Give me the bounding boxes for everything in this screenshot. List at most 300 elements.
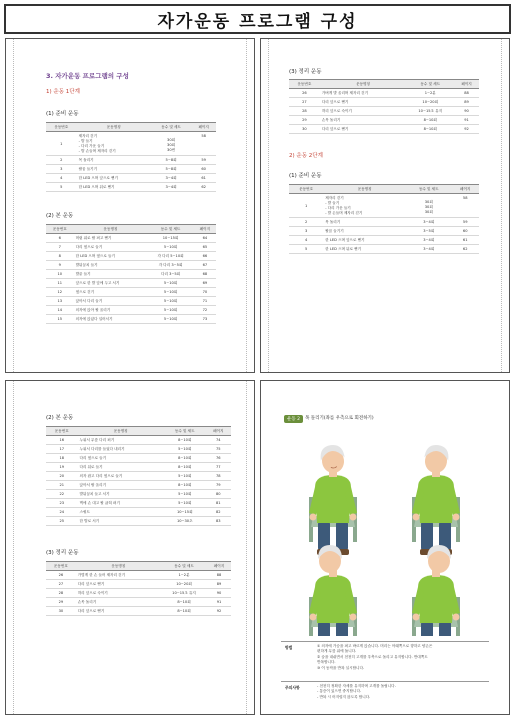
cell-sets: 5~10회 (164, 445, 206, 454)
cell-number: 4 (289, 236, 323, 245)
column-header: 페이지 (451, 185, 479, 194)
set-line: 30회 (424, 210, 433, 214)
cell-name: 의자 잡고 다리 옆으로 들기 (78, 472, 164, 481)
table-header-row (46, 427, 231, 436)
set-line: 3~4회 (423, 246, 435, 251)
cell-name: 벽에 손 대고 팔 굽혀 펴기 (78, 499, 164, 508)
table-row (46, 490, 231, 499)
cell-sets: 10~15초 유지 (406, 107, 454, 116)
set-line: 30번 (167, 148, 176, 152)
main-exercise-table (46, 224, 216, 324)
method-line: ① 의자에 가슴을 펴고 바르게 앉습니다. 머리는 아래쪽으로 향하고 양손은 (317, 644, 433, 648)
exercise-title: 목 돌리기(좌를 우측으로 회전하기) (305, 416, 374, 421)
table-row (289, 89, 479, 98)
cell-name: 한 LED 으며 옆으로 들기 (74, 252, 148, 261)
cell-name: 앉아서 다리 들기 (74, 297, 148, 306)
table-row (289, 125, 479, 134)
cell-page: 74 (206, 436, 231, 445)
cell-number: 3 (46, 165, 77, 174)
cell-name (77, 183, 151, 192)
cell-page: 60 (451, 227, 479, 236)
caution-line: - 반복 시 어지럽지 않도록 합니다. (317, 694, 371, 699)
cell-sets: 5~10회 (164, 490, 206, 499)
cell-number: 6 (46, 234, 74, 243)
column-header: 운동번호 (46, 225, 74, 234)
caution-line: - 천천히 정확한 자세를 유지하며 고개를 돌립니다. (317, 684, 396, 688)
margin-line-left (13, 381, 14, 714)
cell-page: 66 (194, 252, 216, 261)
table-row (46, 156, 216, 165)
margin-line-left (268, 39, 269, 372)
column-header: 동수 및 세트 (151, 123, 191, 132)
cell-name: 다리 앞으로 뻗기 (76, 607, 161, 616)
cell-number: 28 (289, 107, 320, 116)
cell-sets: 8~10회 (161, 607, 207, 616)
main-exercise-heading: (2) 본 운동 (46, 415, 74, 421)
table-row (289, 236, 479, 245)
cell-number: 26 (289, 89, 320, 98)
document-page-4 (260, 380, 510, 715)
margin-line-right (246, 39, 247, 372)
sub-step: - 다리 가운 들기 (78, 143, 105, 148)
cell-page: 68 (194, 270, 216, 279)
cell-name: 발뒤꿈치 들고 서기 (78, 490, 164, 499)
cell-page: 65 (194, 243, 216, 252)
cell-number: 1 (46, 132, 77, 156)
document-page-1 (5, 38, 255, 373)
cell-sets: 1~2분 (161, 571, 207, 580)
cell-page: 67 (194, 261, 216, 270)
cell-page: 60 (191, 165, 216, 174)
cell-sets: 8~10회 (161, 598, 207, 607)
cell-number: 17 (46, 445, 78, 454)
cell-number: 11 (46, 279, 74, 288)
table-row (46, 288, 216, 297)
caution-label: 주의사항 (285, 685, 300, 690)
cell-sets (151, 183, 191, 192)
margin-line-right (501, 39, 502, 372)
stage-heading: 1) 운동 1단계 (46, 89, 80, 95)
table-row (289, 218, 479, 227)
table-row (289, 194, 479, 218)
cell-sets (151, 156, 191, 165)
column-header: 동수 및 세트 (147, 225, 193, 234)
cooldown-table (46, 561, 231, 616)
cell-page: 62 (451, 245, 479, 254)
cell-page: 73 (194, 315, 216, 324)
set-line: 3~4회 (165, 175, 177, 180)
sub-step: - 발 들기 (78, 138, 93, 143)
cell-name: 가볍게 한 손 들어 제자리 걷기 (76, 571, 161, 580)
document-page-3 (5, 380, 255, 715)
stage-heading: 2) 운동 2단계 (289, 153, 323, 159)
method-label: 방법 (285, 645, 293, 650)
cell-sets: 10~30초 (164, 517, 206, 526)
cell-name: 의자에 앉았다 일어서기 (74, 315, 148, 324)
cell-number: 4 (46, 174, 77, 183)
table-row (46, 261, 216, 270)
table-row (46, 270, 216, 279)
table-row (46, 132, 216, 156)
cell-name (323, 245, 406, 254)
cell-number: 5 (46, 183, 77, 192)
cell-sets: 5~10회 (164, 499, 206, 508)
table-row (46, 436, 231, 445)
cell-sets (406, 236, 451, 245)
set-line: 3~4회 (423, 219, 435, 224)
cell-page: 75 (206, 445, 231, 454)
cell-sets (151, 165, 191, 174)
cell-sets (406, 194, 451, 218)
column-header: 페이지 (207, 562, 231, 571)
cell-number: 26 (46, 571, 76, 580)
column-header: 페이지 (194, 225, 216, 234)
sub-step: - 발 손들며 제자리 걷기 (78, 148, 116, 153)
cell-page: 58 (451, 194, 479, 218)
table-row (46, 297, 216, 306)
cell-number: 12 (46, 288, 74, 297)
cell-name: 다리 옆으로 들기 (78, 454, 164, 463)
cell-number: 28 (46, 589, 76, 598)
cell-sets (151, 132, 191, 156)
exercise-name: 목 돌리기 (325, 219, 341, 224)
cell-name (77, 165, 151, 174)
table-row (46, 183, 216, 192)
cell-page: 76 (206, 454, 231, 463)
warmup-heading: (1) 준비 운동 (289, 173, 322, 179)
cell-page: 89 (207, 580, 231, 589)
cell-sets: 5~10회 (147, 315, 193, 324)
cell-name: 발뒤꿈치 들기 (74, 261, 148, 270)
cell-name: 다리 앞으로 뻗기 (76, 580, 161, 589)
cell-page: 89 (454, 98, 479, 107)
exercise-name: 한 LED 으며 뒤로 뻗기 (325, 246, 362, 251)
cell-page: 81 (206, 499, 231, 508)
column-header: 운동번호 (46, 562, 76, 571)
cell-number: 27 (46, 580, 76, 589)
cooldown-heading: (3) 정리 운동 (289, 69, 322, 75)
cell-name (323, 218, 406, 227)
cell-number: 14 (46, 306, 74, 315)
cell-number: 30 (46, 607, 76, 616)
table-row (46, 165, 216, 174)
exercise-badge: 운동 2 (284, 415, 303, 423)
method-text (317, 644, 487, 671)
cell-number: 20 (46, 472, 78, 481)
cell-sets: 5~10회 (147, 279, 193, 288)
column-header: 운동명칭 (74, 225, 148, 234)
table-row (46, 243, 216, 252)
column-header: 페이지 (206, 427, 231, 436)
table-row (46, 174, 216, 183)
cell-number: 1 (289, 194, 323, 218)
cell-name: 다리 앞으로 뻗기 (320, 125, 407, 134)
cell-number: 2 (46, 156, 77, 165)
cell-name: 앞으로 한 발 앞에 두고 서기 (74, 279, 148, 288)
cell-name: 스쿼트 (78, 508, 164, 517)
exercise-name: 팔꿈 들기기 (78, 166, 98, 171)
cooldown-table (289, 79, 479, 134)
cell-sets: 8~10회 (164, 481, 206, 490)
method-line: ② 숨을 내쉬면서 천천히 고개를 우측으로 돌리고 유지합니다. 반대쪽도 (317, 654, 428, 659)
cell-name: 다리 뒤로 들기 (78, 463, 164, 472)
table-row (46, 472, 231, 481)
table-row (46, 445, 231, 454)
warmup-table (46, 122, 216, 192)
cell-page: 61 (451, 236, 479, 245)
column-header: 운동명칭 (320, 80, 407, 89)
cell-sets: 5~10회 (147, 243, 193, 252)
cell-page: 69 (194, 279, 216, 288)
cell-page: 64 (194, 234, 216, 243)
cell-number: 16 (46, 436, 78, 445)
column-header: 운동번호 (46, 427, 78, 436)
cell-sets: 각 다리 3~5회 (147, 261, 193, 270)
method-line: 반복합니다. (317, 660, 336, 665)
table-header-row (289, 80, 479, 89)
cell-name: 옆으로 걷기 (74, 288, 148, 297)
cell-page: 88 (207, 571, 231, 580)
cell-number: 10 (46, 270, 74, 279)
main-exercise-heading: (2) 본 운동 (46, 213, 74, 219)
cell-sets: 다리 3~5회 (147, 270, 193, 279)
column-header: 운동번호 (289, 185, 323, 194)
column-header: 운동명칭 (323, 185, 406, 194)
cell-number: 7 (46, 243, 74, 252)
cell-page: 78 (206, 472, 231, 481)
column-header: 페이지 (191, 123, 216, 132)
cell-name (323, 194, 406, 218)
table-row (46, 315, 216, 324)
table-row (46, 589, 231, 598)
cell-page: 82 (206, 508, 231, 517)
cell-sets: 8~10회 (164, 463, 206, 472)
page-banner (4, 4, 511, 34)
column-header: 운동번호 (46, 123, 77, 132)
cell-sets: 각 다리 5~10회 (147, 252, 193, 261)
caution-text (317, 684, 487, 700)
cell-page: 59 (451, 218, 479, 227)
table-row (46, 481, 231, 490)
set-line: 3~4회 (423, 237, 435, 242)
table-header-row (289, 185, 479, 194)
table-row (46, 508, 231, 517)
cell-name: 허리 앞으로 숙이기 (76, 589, 161, 598)
banner-title: 자가운동 프로그램 구성 (157, 11, 358, 32)
cell-page: 83 (206, 517, 231, 526)
cell-page: 61 (191, 174, 216, 183)
set-line: 30회 (167, 143, 176, 147)
cell-page: 91 (454, 116, 479, 125)
caution-line: - 통증이 있으면 중지합니다. (317, 689, 362, 694)
cell-number: 19 (46, 463, 78, 472)
table-row (46, 463, 231, 472)
cell-page: 70 (194, 288, 216, 297)
table-row (46, 517, 231, 526)
cell-page: 88 (454, 89, 479, 98)
table-row (46, 454, 231, 463)
exercise-illustration (281, 431, 491, 636)
cell-sets: 8~10회 (164, 454, 206, 463)
cell-number: 8 (46, 252, 74, 261)
cell-number: 2 (289, 218, 323, 227)
table-row (289, 116, 479, 125)
exercise-name: 한 LED 으며 뒤로 뻗기 (78, 184, 115, 189)
cell-name: 누워서 다리를 들었다 내리기 (78, 445, 164, 454)
cell-sets: 5~10회 (147, 297, 193, 306)
table-row (289, 107, 479, 116)
cell-name: 가벼게 발 올리며 제자리 걷기 (320, 89, 407, 98)
cell-name: 손목 돌리기 (320, 116, 407, 125)
method-line: ③ 이 동작을 반복 실시합니다. (317, 665, 365, 670)
cell-sets: 8~10회 (406, 125, 454, 134)
cell-number: 27 (289, 98, 320, 107)
cell-sets (406, 245, 451, 254)
cell-page: 62 (191, 183, 216, 192)
section-heading: 3. 자가운동 프로그램의 구성 (46, 72, 129, 80)
set-line: 3~4회 (165, 184, 177, 189)
cell-number: 5 (289, 245, 323, 254)
set-line: 30회 (424, 200, 433, 204)
cell-page: 90 (454, 107, 479, 116)
table-header-row (46, 123, 216, 132)
exercise-name: 한 LED 으며 앞으로 뻗기 (325, 237, 365, 242)
cell-page: 79 (206, 481, 231, 490)
cell-page: 77 (206, 463, 231, 472)
margin-line-left (13, 39, 14, 372)
cell-page: 72 (194, 306, 216, 315)
main-exercise-table (46, 426, 231, 526)
cell-page: 58 (191, 132, 216, 156)
table-header-row (46, 562, 231, 571)
cell-page: 90 (207, 589, 231, 598)
set-line: 5~8회 (165, 157, 177, 162)
cell-number: 30 (289, 125, 320, 134)
table-row (289, 98, 479, 107)
cell-page: 59 (191, 156, 216, 165)
column-header: 운동명칭 (76, 562, 161, 571)
method-line: 편하게 무릎 위에 둡니다. (317, 649, 357, 654)
column-header: 동수 및 세트 (406, 185, 451, 194)
table-row (289, 245, 479, 254)
cell-sets: 10~20회 (406, 98, 454, 107)
cell-name (77, 132, 151, 156)
cell-sets: 10~15회 (164, 508, 206, 517)
cell-page: 80 (206, 490, 231, 499)
cell-name: 다리 옆으로 들기 (74, 243, 148, 252)
column-header: 운동명칭 (77, 123, 151, 132)
cell-number: 13 (46, 297, 74, 306)
cell-name: 의자에 앉아 팔 올리기 (74, 306, 148, 315)
set-line: 5~8회 (165, 166, 177, 171)
cell-number: 18 (46, 454, 78, 463)
cell-number: 29 (289, 116, 320, 125)
table-row (46, 580, 231, 589)
cell-number: 29 (46, 598, 76, 607)
table-row (46, 234, 216, 243)
cell-sets (406, 218, 451, 227)
table-row (46, 571, 231, 580)
cell-number: 22 (46, 490, 78, 499)
set-line: 30회 (424, 205, 433, 209)
cell-name: 허리 앞으로 숙이기 (320, 107, 407, 116)
set-line: 3~5회 (423, 228, 435, 233)
cell-name: 앉아서 팔 올리기 (78, 481, 164, 490)
warmup-table (289, 184, 479, 254)
sub-step: - 발 손들며 제자리 걷기 (325, 210, 363, 215)
document-page-2 (260, 38, 510, 373)
cell-name (77, 156, 151, 165)
sub-step: - 다리 가운 들기 (325, 205, 351, 210)
column-header: 동수 및 세트 (164, 427, 206, 436)
cell-number: 23 (46, 499, 78, 508)
table-header-row (46, 225, 216, 234)
cell-sets: 5~10회 (147, 306, 193, 315)
cell-sets: 10~20회 (161, 580, 207, 589)
cell-name: 다리 앞으로 뻗기 (320, 98, 407, 107)
cell-number: 25 (46, 517, 78, 526)
cell-name: 머릿 위로 팔 펴고 뻗기 (74, 234, 148, 243)
cell-name: 한 발로 서기 (78, 517, 164, 526)
exercise-name: 목 돌리기 (78, 157, 94, 162)
cell-number: 9 (46, 261, 74, 270)
column-header: 페이지 (454, 80, 479, 89)
cell-page: 71 (194, 297, 216, 306)
table-row (289, 227, 479, 236)
sub-step: - 발 들기 (325, 200, 340, 205)
cell-page: 92 (454, 125, 479, 134)
cell-name: 손목 돌리기 (76, 598, 161, 607)
cell-number: 24 (46, 508, 78, 517)
cell-name: 누워서 무릎 다리 펴기 (78, 436, 164, 445)
column-header: 동수 및 세트 (406, 80, 454, 89)
exercise-name: 제자리 걷기 (325, 195, 344, 200)
table-row (46, 499, 231, 508)
cell-sets (406, 227, 451, 236)
cooldown-heading: (3) 정리 운동 (46, 550, 79, 556)
cell-sets (151, 174, 191, 183)
table-row (46, 598, 231, 607)
cell-number: 15 (46, 315, 74, 324)
table-row (46, 252, 216, 261)
column-header: 동수 및 세트 (161, 562, 207, 571)
column-header: 운동번호 (289, 80, 320, 89)
divider (281, 641, 489, 642)
cell-sets: 1~2분 (406, 89, 454, 98)
cell-number: 3 (289, 227, 323, 236)
exercise-name: 팔꿈 들기기 (325, 228, 344, 233)
divider (281, 681, 489, 682)
cell-number: 21 (46, 481, 78, 490)
cell-sets: 8~10회 (406, 116, 454, 125)
cell-page: 91 (207, 598, 231, 607)
cell-name (77, 174, 151, 183)
table-row (46, 607, 231, 616)
exercise-name: 제자리 걷기 (78, 133, 98, 138)
cell-name: 발끝 들기 (74, 270, 148, 279)
column-header: 운동명칭 (78, 427, 164, 436)
cell-sets: 5~10회 (164, 472, 206, 481)
cell-sets: 5~10회 (147, 288, 193, 297)
cell-sets: 8~10회 (164, 436, 206, 445)
margin-line-right (246, 381, 247, 714)
cell-sets: 10~15초 유지 (161, 589, 207, 598)
table-row (46, 306, 216, 315)
warmup-heading: (1) 준비 운동 (46, 111, 79, 117)
cell-name (323, 236, 406, 245)
table-row (46, 279, 216, 288)
cell-page: 92 (207, 607, 231, 616)
